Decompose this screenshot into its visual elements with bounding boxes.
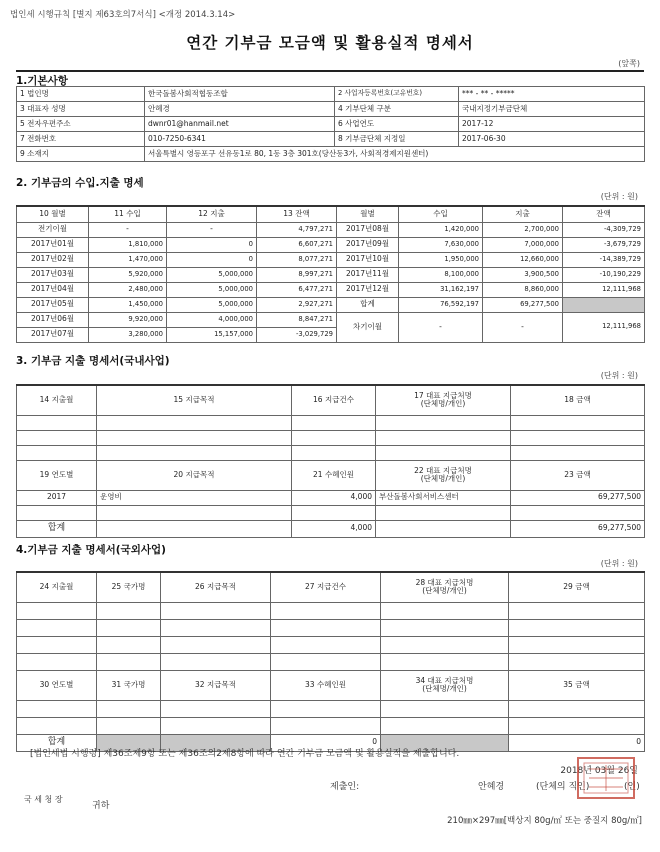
basic-label: 5 전자우편주소 (17, 117, 145, 132)
overseas-header-row (17, 572, 645, 602)
col-header: 18 금액 (511, 385, 645, 415)
basic-value: dwnr01@hanmail.net (145, 117, 335, 132)
balance-cell: 6,477,271 (257, 282, 337, 297)
basic-label: 4 기부단체 구분 (335, 102, 459, 117)
col-header: 20 지급목적 (97, 460, 292, 490)
empty-row (17, 445, 645, 460)
col-header: 23 금액 (511, 460, 645, 490)
col-header: 10 월별 (17, 206, 89, 222)
expense-cell: 15,157,000 (167, 327, 257, 342)
total-amount: 0 (509, 734, 645, 751)
total-people: 4,000 (292, 520, 376, 537)
expense-cell: 0 (167, 252, 257, 267)
income-cell: 1,810,000 (89, 237, 167, 252)
income-cell: - (89, 222, 167, 237)
total-amount: 69,277,500 (511, 520, 645, 537)
seal-caption: (단체의 직인) (536, 782, 590, 792)
col-header: 26 지급목적 (161, 572, 271, 602)
expense-cell: 7,000,000 (483, 237, 563, 252)
address-label: 9 소재지 (17, 147, 145, 162)
table-row (17, 490, 645, 505)
col-header: 12 지출 (167, 206, 257, 222)
col-header: 지출 (483, 206, 563, 222)
basic-info-table (16, 86, 645, 162)
month-cell: 2017년05월 (17, 297, 89, 312)
overseas-header-row-b (17, 670, 645, 700)
col-header: 30 연도별 (17, 670, 97, 700)
carry-expense-cell: - (483, 312, 563, 342)
col-header: 17 대표 지급처명 (단체명/개인) (376, 385, 511, 415)
official-seal-stamp (575, 755, 637, 801)
month-cell: 2017년09월 (337, 237, 399, 252)
expense-cell: - (167, 222, 257, 237)
month-cell: 2017년01월 (17, 237, 89, 252)
income-cell: 1,450,000 (89, 297, 167, 312)
empty-row (17, 717, 645, 734)
domestic-header-row (17, 385, 645, 415)
seal-mark: (인) (624, 782, 640, 792)
col-header: 14 지출월 (17, 385, 97, 415)
section4-heading: 4.기부금 지출 명세서(국외사업) (16, 544, 166, 556)
balance-cell: -3,029,729 (257, 327, 337, 342)
col-header: 32 지급목적 (161, 670, 271, 700)
basic-value: 국내지정기부금단체 (459, 102, 645, 117)
total-people: 0 (271, 734, 381, 751)
balance-cell: 8,847,271 (257, 312, 337, 327)
domestic-header-row-b (17, 460, 645, 490)
submitter-label: 제출인: (330, 782, 360, 792)
basic-row (17, 117, 645, 132)
expense-cell: 5,000,000 (167, 297, 257, 312)
table-row (17, 222, 645, 237)
table-row (17, 312, 645, 327)
law-reference: 법인세 시행규칙 [별지 제63호의7서식] <개정 2014.3.14> (10, 10, 236, 20)
basic-value: 2017-12 (459, 117, 645, 132)
table-row (17, 267, 645, 282)
month-cell: 2017년03월 (17, 267, 89, 282)
empty-row (17, 700, 645, 717)
people-cell: 4,000 (292, 490, 376, 505)
carry-label-cell: 차기이월 (337, 312, 399, 342)
overseas-expense-table (16, 571, 645, 752)
col-header: 수입 (399, 206, 483, 222)
expense-cell: 0 (167, 237, 257, 252)
section2-unit: (단위 : 원) (600, 192, 638, 201)
total-label-cell: 합계 (337, 297, 399, 312)
balance-cell: -10,190,229 (563, 267, 645, 282)
basic-value: *** - ** - ***** (459, 87, 645, 102)
submission-date: 2018년 03월 26일 (560, 766, 638, 776)
col-header: 24 지출월 (17, 572, 97, 602)
col-header: 29 금액 (509, 572, 645, 602)
month-cell: 2017년10월 (337, 252, 399, 267)
basic-value: 한국돌봄사회적협동조합 (145, 87, 335, 102)
col-header: 15 지급목적 (97, 385, 292, 415)
balance-cell: 2,927,271 (257, 297, 337, 312)
income-cell: 1,470,000 (89, 252, 167, 267)
empty-row (17, 430, 645, 445)
month-cell: 전기이월 (17, 222, 89, 237)
table-row (17, 297, 645, 312)
basic-label: 2 사업자등록번호(고유번호) (335, 87, 459, 102)
total-label: 합계 (17, 734, 97, 751)
empty-row (17, 602, 645, 619)
table-row (17, 237, 645, 252)
total-label: 합계 (17, 520, 97, 537)
col-header: 28 대표 지급처명 (단체명/개인) (381, 572, 509, 602)
paper-spec: 210㎜×297㎜[백상지 80g/㎡ 또는 중질지 80g/㎡] (447, 816, 642, 826)
basic-label: 8 기부금단체 지정일 (335, 132, 459, 147)
balance-cell: 4,797,271 (257, 222, 337, 237)
expense-cell: 3,900,500 (483, 267, 563, 282)
empty-row (17, 653, 645, 670)
col-header: 34 대표 지급처명 (단체명/개인) (381, 670, 509, 700)
address-row (17, 147, 645, 162)
expense-cell: 2,700,000 (483, 222, 563, 237)
total-row (17, 520, 645, 537)
basic-label: 3 대표자 성명 (17, 102, 145, 117)
expense-cell: 5,000,000 (167, 267, 257, 282)
month-cell: 2017년02월 (17, 252, 89, 267)
col-header: 잔액 (563, 206, 645, 222)
empty-row (17, 505, 645, 520)
section-divider (16, 70, 644, 72)
col-header: 22 대표 지급처명 (단체명/개인) (376, 460, 511, 490)
year-cell: 2017 (17, 490, 97, 505)
basic-value: 010-7250-6341 (145, 132, 335, 147)
basic-label: 7 전화번호 (17, 132, 145, 147)
expense-cell: 8,860,000 (483, 282, 563, 297)
address-value: 서울특별시 영등포구 선유동1로 80, 1동 3층 301호(당산동3가, 사회적경제지원센터) (145, 147, 645, 162)
balance-cell: -14,389,729 (563, 252, 645, 267)
section3-unit: (단위 : 원) (600, 371, 638, 380)
basic-value: 안혜경 (145, 102, 335, 117)
amount-cell: 69,277,500 (511, 490, 645, 505)
income-header-row (17, 206, 645, 222)
col-header: 21 수혜인원 (292, 460, 376, 490)
col-header: 31 국가명 (97, 670, 161, 700)
income-cell: 2,480,000 (89, 282, 167, 297)
empty-row (17, 636, 645, 653)
submitter-name: 안혜경 (478, 782, 505, 792)
balance-cell: 12,111,968 (563, 282, 645, 297)
section2-heading: 2. 기부금의 수입.지출 명세 (16, 177, 144, 189)
purpose-cell: 운영비 (97, 490, 292, 505)
document-title: 연간 기부금 모금액 및 활용실적 명세서 (186, 34, 474, 52)
total-income-cell: 76,592,197 (399, 297, 483, 312)
table-row (17, 282, 645, 297)
income-cell: 31,162,197 (399, 282, 483, 297)
total-expense-cell: 69,277,500 (483, 297, 563, 312)
carry-income-cell: - (399, 312, 483, 342)
domestic-expense-table (16, 384, 645, 538)
col-header: 월별 (337, 206, 399, 222)
basic-row (17, 87, 645, 102)
col-header: 16 지급건수 (292, 385, 376, 415)
table-row (17, 252, 645, 267)
col-header: 19 연도별 (17, 460, 97, 490)
income-cell: 1,950,000 (399, 252, 483, 267)
section1-heading: 1.기본사항 (16, 75, 68, 87)
income-cell: 3,280,000 (89, 327, 167, 342)
income-cell: 5,920,000 (89, 267, 167, 282)
balance-cell: 8,997,271 (257, 267, 337, 282)
empty-row (17, 415, 645, 430)
empty-row (17, 619, 645, 636)
expense-cell: 12,660,000 (483, 252, 563, 267)
col-header: 25 국가명 (97, 572, 161, 602)
balance-cell: -4,309,729 (563, 222, 645, 237)
col-header: 35 금액 (509, 670, 645, 700)
balance-cell: 8,077,271 (257, 252, 337, 267)
col-header: 11 수입 (89, 206, 167, 222)
income-cell: 1,420,000 (399, 222, 483, 237)
declaration-text: [법인세법 시행령] 제36조제9항 또는 제36조의2제8항에 따라 연간 기부금 모금액 및 활용실적을 제출합니다. (30, 749, 460, 759)
honorific: 귀하 (92, 801, 110, 811)
carry-balance-cell: 12,111,968 (563, 312, 645, 342)
month-cell: 2017년11월 (337, 267, 399, 282)
expense-cell: 4,000,000 (167, 312, 257, 327)
month-cell: 2017년06월 (17, 312, 89, 327)
col-header: 33 수혜인원 (271, 670, 381, 700)
col-header: 13 잔액 (257, 206, 337, 222)
month-cell: 2017년12월 (337, 282, 399, 297)
basic-row (17, 132, 645, 147)
recipient-cell: 부산돌봄사회서비스센터 (376, 490, 511, 505)
balance-cell: 6,607,271 (257, 237, 337, 252)
basic-row (17, 102, 645, 117)
balance-cell: -3,679,729 (563, 237, 645, 252)
col-header: 27 지급건수 (271, 572, 381, 602)
section3-heading: 3. 기부금 지출 명세서(국내사업) (16, 355, 170, 367)
month-cell: 2017년04월 (17, 282, 89, 297)
section4-unit: (단위 : 원) (600, 559, 638, 568)
basic-label: 1 법인명 (17, 87, 145, 102)
income-cell: 7,630,000 (399, 237, 483, 252)
basic-value: 2017-06-30 (459, 132, 645, 147)
basic-label: 6 사업연도 (335, 117, 459, 132)
income-expense-table (16, 205, 645, 343)
total-balance-cell (563, 297, 645, 312)
front-side-note: (앞쪽) (618, 59, 640, 68)
month-cell: 2017년07월 (17, 327, 89, 342)
income-cell: 8,100,000 (399, 267, 483, 282)
month-cell: 2017년08월 (337, 222, 399, 237)
income-cell: 9,920,000 (89, 312, 167, 327)
tax-office: 국 세 청 장 (24, 795, 63, 804)
expense-cell: 5,000,000 (167, 282, 257, 297)
